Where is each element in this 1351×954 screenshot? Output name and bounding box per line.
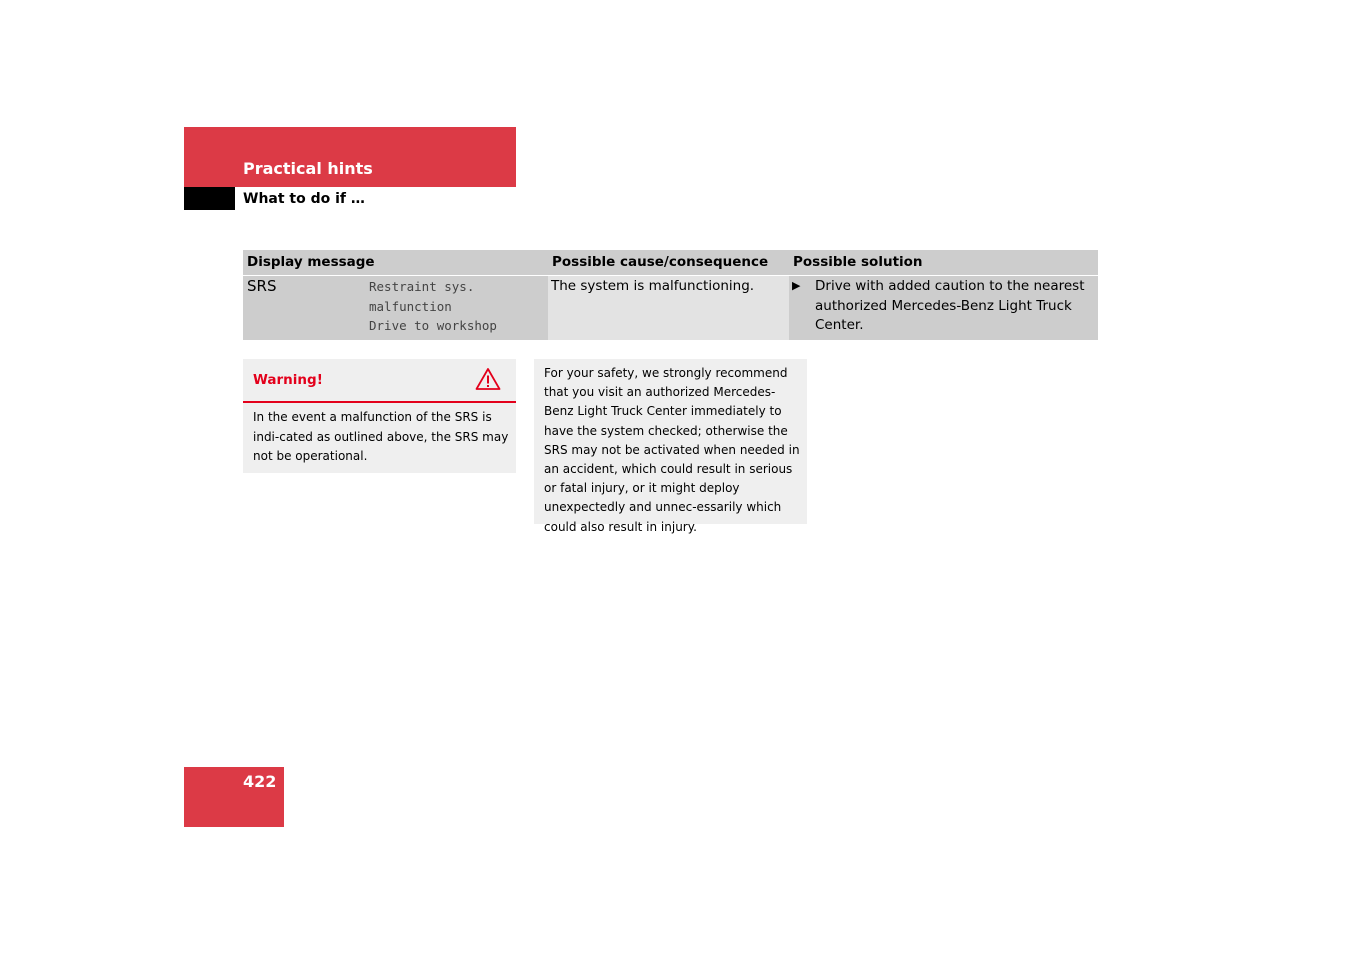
display-message-text: Restraint sys. malfunction Drive to workshop bbox=[369, 279, 497, 333]
warning-label: Warning! bbox=[253, 372, 323, 388]
message-code: SRS bbox=[247, 277, 277, 295]
possible-solution-cell bbox=[789, 276, 1098, 340]
arrow-bullet-icon: ▶ bbox=[792, 279, 801, 292]
page-number-tab bbox=[184, 767, 284, 827]
safety-info-box bbox=[534, 359, 807, 534]
column-header-display-message: Display message bbox=[243, 250, 548, 275]
warning-box bbox=[243, 359, 516, 473]
possible-cause-cell: The system is malfunctioning. bbox=[548, 276, 789, 340]
section-marker bbox=[184, 187, 235, 210]
page-number: 422 bbox=[243, 772, 277, 791]
safety-info-text: For your safety, we strongly recommend that you visit an authorized Mercedes-Benz Light Truck Center immediately to have the system checked; otherwise the SRS may not be activated when needed in an accident, which could result in serious or fatal injury, or it might deploy unexpectedly and unnec-essarily which could also result in injury. bbox=[544, 366, 800, 534]
display-message-cell bbox=[243, 276, 548, 340]
solution-text: Drive with added caution to the nearest authorized Mercedes-Benz Light Truck Center. bbox=[815, 278, 1085, 333]
column-header-possible-solution: Possible solution bbox=[789, 250, 1098, 275]
section-header-bar bbox=[184, 127, 516, 187]
warning-text: In the event a malfunction of the SRS is indi-cated as outlined above, the SRS may not be operational. bbox=[253, 410, 509, 463]
warning-triangle-icon bbox=[475, 367, 501, 391]
subsection-title: What to do if … bbox=[243, 191, 365, 207]
section-title: Practical hints bbox=[243, 159, 373, 178]
display-message-table bbox=[243, 250, 1098, 340]
column-header-possible-cause: Possible cause/consequence bbox=[548, 250, 789, 275]
warning-header bbox=[243, 359, 516, 403]
